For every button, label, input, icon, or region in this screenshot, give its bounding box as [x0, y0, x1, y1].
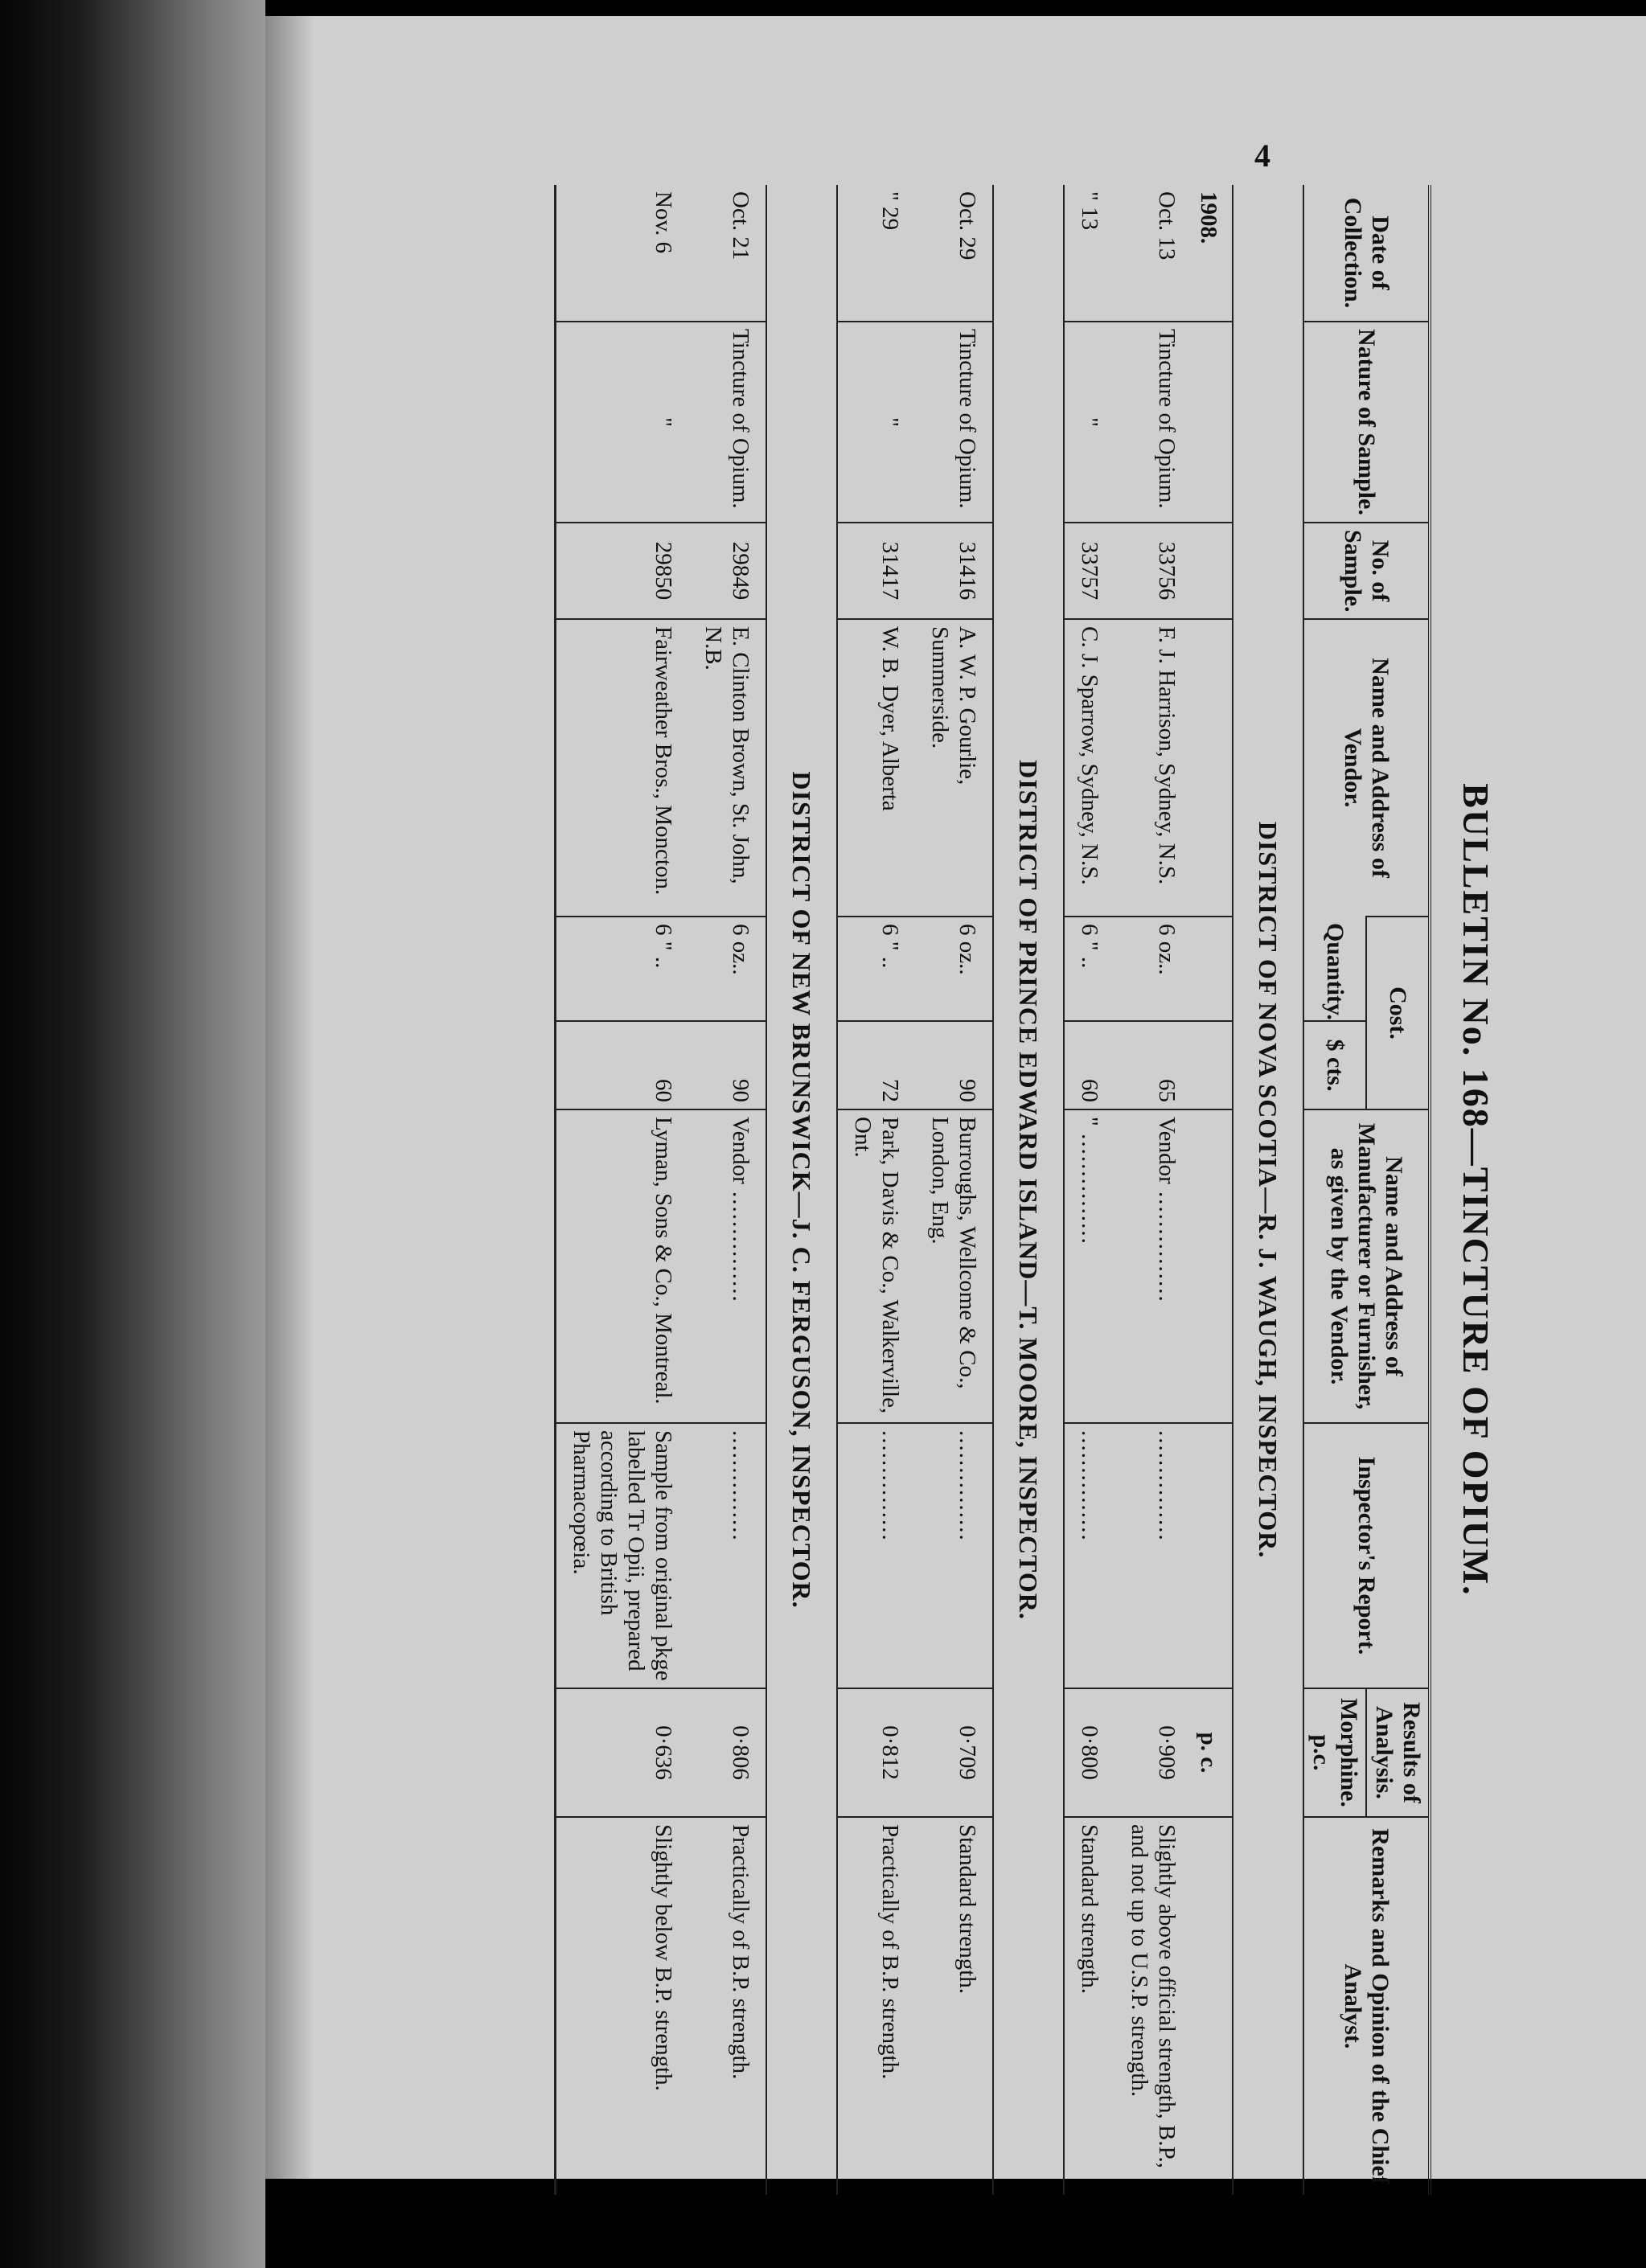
month: Oct. [1154, 191, 1180, 232]
sample-no-cell: 33756 [1114, 523, 1192, 619]
vendor-cell: Fairweather Bros., Moncton. [556, 619, 689, 917]
header-inspector-report: Inspector's Report. [1303, 1423, 1430, 1688]
header-morphine: Morphine. p.c. [1303, 1688, 1366, 1817]
cents-cell: 65 [1114, 1021, 1192, 1109]
morphine-cell: 0·812 [837, 1688, 915, 1817]
day: 13 [1154, 236, 1180, 260]
morphine-cell: 0·800 [1064, 1688, 1114, 1817]
quantity-cell: 6 oz.. [688, 917, 766, 1021]
cents-cell: 60 [1064, 1021, 1114, 1109]
header-sample-no: No. of Sample. [1303, 523, 1430, 619]
day: 13 [1077, 207, 1102, 231]
sample-no-cell: 31416 [915, 523, 993, 619]
district-heading: DISTRICT OF NEW BRUNSWICK—J. C. FERGUSON, INSPECTOR. [766, 185, 837, 2195]
remarks-cell: Slightly above official strength, B.P., and not up to U.S.P. strength. [1114, 1817, 1192, 2195]
vendor-cell: W. B. Dyer, Alberta [837, 619, 915, 917]
header-manufacturer: Name and Address of Manufacturer or Furnisher, as given by the Vendor. [1303, 1109, 1430, 1423]
quantity-cell: 6 oz.. [1114, 917, 1192, 1021]
header-results: Results of Analysis. [1366, 1688, 1430, 1817]
manufacturer-cell: Burroughs, Wellcome & Co., London, Eng. [915, 1109, 993, 1423]
morphine-cell: 0·806 [688, 1688, 766, 1817]
header-date: Date of Collection. [1303, 185, 1430, 322]
nature-cell: " [556, 322, 689, 523]
nature-cell: " [837, 322, 915, 523]
manufacturer-cell: " ..... [1064, 1109, 1114, 1423]
day: 6 [651, 241, 676, 254]
report-cell [688, 1423, 766, 1688]
month: " [1077, 191, 1102, 201]
pc-unit: p. c. [1192, 1688, 1233, 1817]
table-row [556, 185, 689, 2195]
manufacturer-cell: Vendor ..... [1114, 1109, 1192, 1423]
quantity-cell: 6 " .. [1064, 917, 1114, 1021]
report-cell [915, 1423, 993, 1688]
nature-cell: Tincture of Opium. [688, 322, 766, 523]
remarks-cell: Slightly below B.P. strength. [556, 1817, 689, 2195]
cents-cell: 60 [556, 1021, 689, 1109]
month: Oct. [728, 191, 753, 232]
cents-cell: 72 [837, 1021, 915, 1109]
cents-cell: 90 [915, 1021, 993, 1109]
rotated-content [378, 185, 1520, 2195]
header-cents: $ cts. [1303, 1021, 1366, 1109]
district-heading: DISTRICT OF PRINCE EDWARD ISLAND—T. MOORE, INSPECTOR. [993, 185, 1064, 2195]
quantity-cell: 6 oz.. [915, 917, 993, 1021]
remarks-cell: Practically of B.P. strength. [688, 1817, 766, 2195]
vendor-cell: E. Clinton Brown, St. John, N.B. [688, 619, 766, 917]
morphine-cell: 0·709 [915, 1688, 993, 1817]
page-shadow [265, 16, 314, 2179]
header-vendor: Name and Address of Vendor. [1303, 619, 1430, 917]
sample-no-cell: 29849 [688, 523, 766, 619]
header-cost: Cost. [1366, 917, 1430, 1109]
month: " [877, 191, 903, 201]
sample-no-cell: 33757 [1064, 523, 1114, 619]
district-heading: DISTRICT OF NOVA SCOTIA—R. J. WAUGH, INSPECTOR. [1233, 185, 1303, 2195]
report-cell [1114, 1423, 1192, 1688]
report-cell [1064, 1423, 1114, 1688]
cents-cell: 90 [688, 1021, 766, 1109]
remarks-cell: Standard strength. [1064, 1817, 1114, 2195]
sample-no-cell: 31417 [837, 523, 915, 619]
day: 29 [954, 236, 980, 260]
quantity-cell: 6 " .. [556, 917, 689, 1021]
header-quantity: Quantity. [1303, 917, 1366, 1021]
manufacturer-cell: Vendor ..... [688, 1109, 766, 1423]
morphine-cell: 0·636 [556, 1688, 689, 1817]
report-cell: Sample from original pkge labelled Tr Opii, prepared according to British Pharmacopœia. [556, 1423, 689, 1688]
manufacturer-cell: Park, Davis & Co., Walkerville, Ont. [837, 1109, 915, 1423]
page-title: BULLETIN No. 168—TINCTURE OF OPIUM. [1455, 783, 1496, 1597]
day: 21 [728, 236, 753, 260]
nature-cell: Tincture of Opium. [1114, 322, 1192, 523]
analysis-table [554, 185, 1431, 2195]
remarks-cell: Practically of B.P. strength. [837, 1817, 915, 2195]
vendor-cell: F. J. Harrison, Sydney, N.S. [1114, 619, 1192, 917]
nature-cell: " [1064, 322, 1114, 523]
header-remarks: Remarks and Opinion of the Chief Analyst. [1303, 1817, 1430, 2195]
page-number: 4 [1254, 137, 1270, 174]
day: 29 [877, 207, 903, 231]
sample-no-cell: 29850 [556, 523, 689, 619]
vendor-cell: C. J. Sparrow, Sydney, N.S. [1064, 619, 1114, 917]
manufacturer-cell: Lyman, Sons & Co., Montreal. [556, 1109, 689, 1423]
nature-cell: Tincture of Opium. [915, 322, 993, 523]
month: Nov. [651, 191, 676, 236]
morphine-cell: 0·909 [1114, 1688, 1192, 1817]
month: Oct. [954, 191, 980, 232]
quantity-cell: 6 " .. [837, 917, 915, 1021]
header-nature: Nature of Sample. [1303, 322, 1430, 523]
table-row [1114, 185, 1192, 2195]
remarks-cell: Standard strength. [915, 1817, 993, 2195]
table-row [837, 185, 915, 2195]
book-edge [0, 0, 265, 2268]
vendor-cell: A. W. P. Gourlie, Summerside. [915, 619, 993, 917]
table-row [915, 185, 993, 2195]
table-row [1064, 185, 1114, 2195]
report-cell [837, 1423, 915, 1688]
year-label: 1908. [1196, 191, 1221, 244]
table-row [688, 185, 766, 2195]
